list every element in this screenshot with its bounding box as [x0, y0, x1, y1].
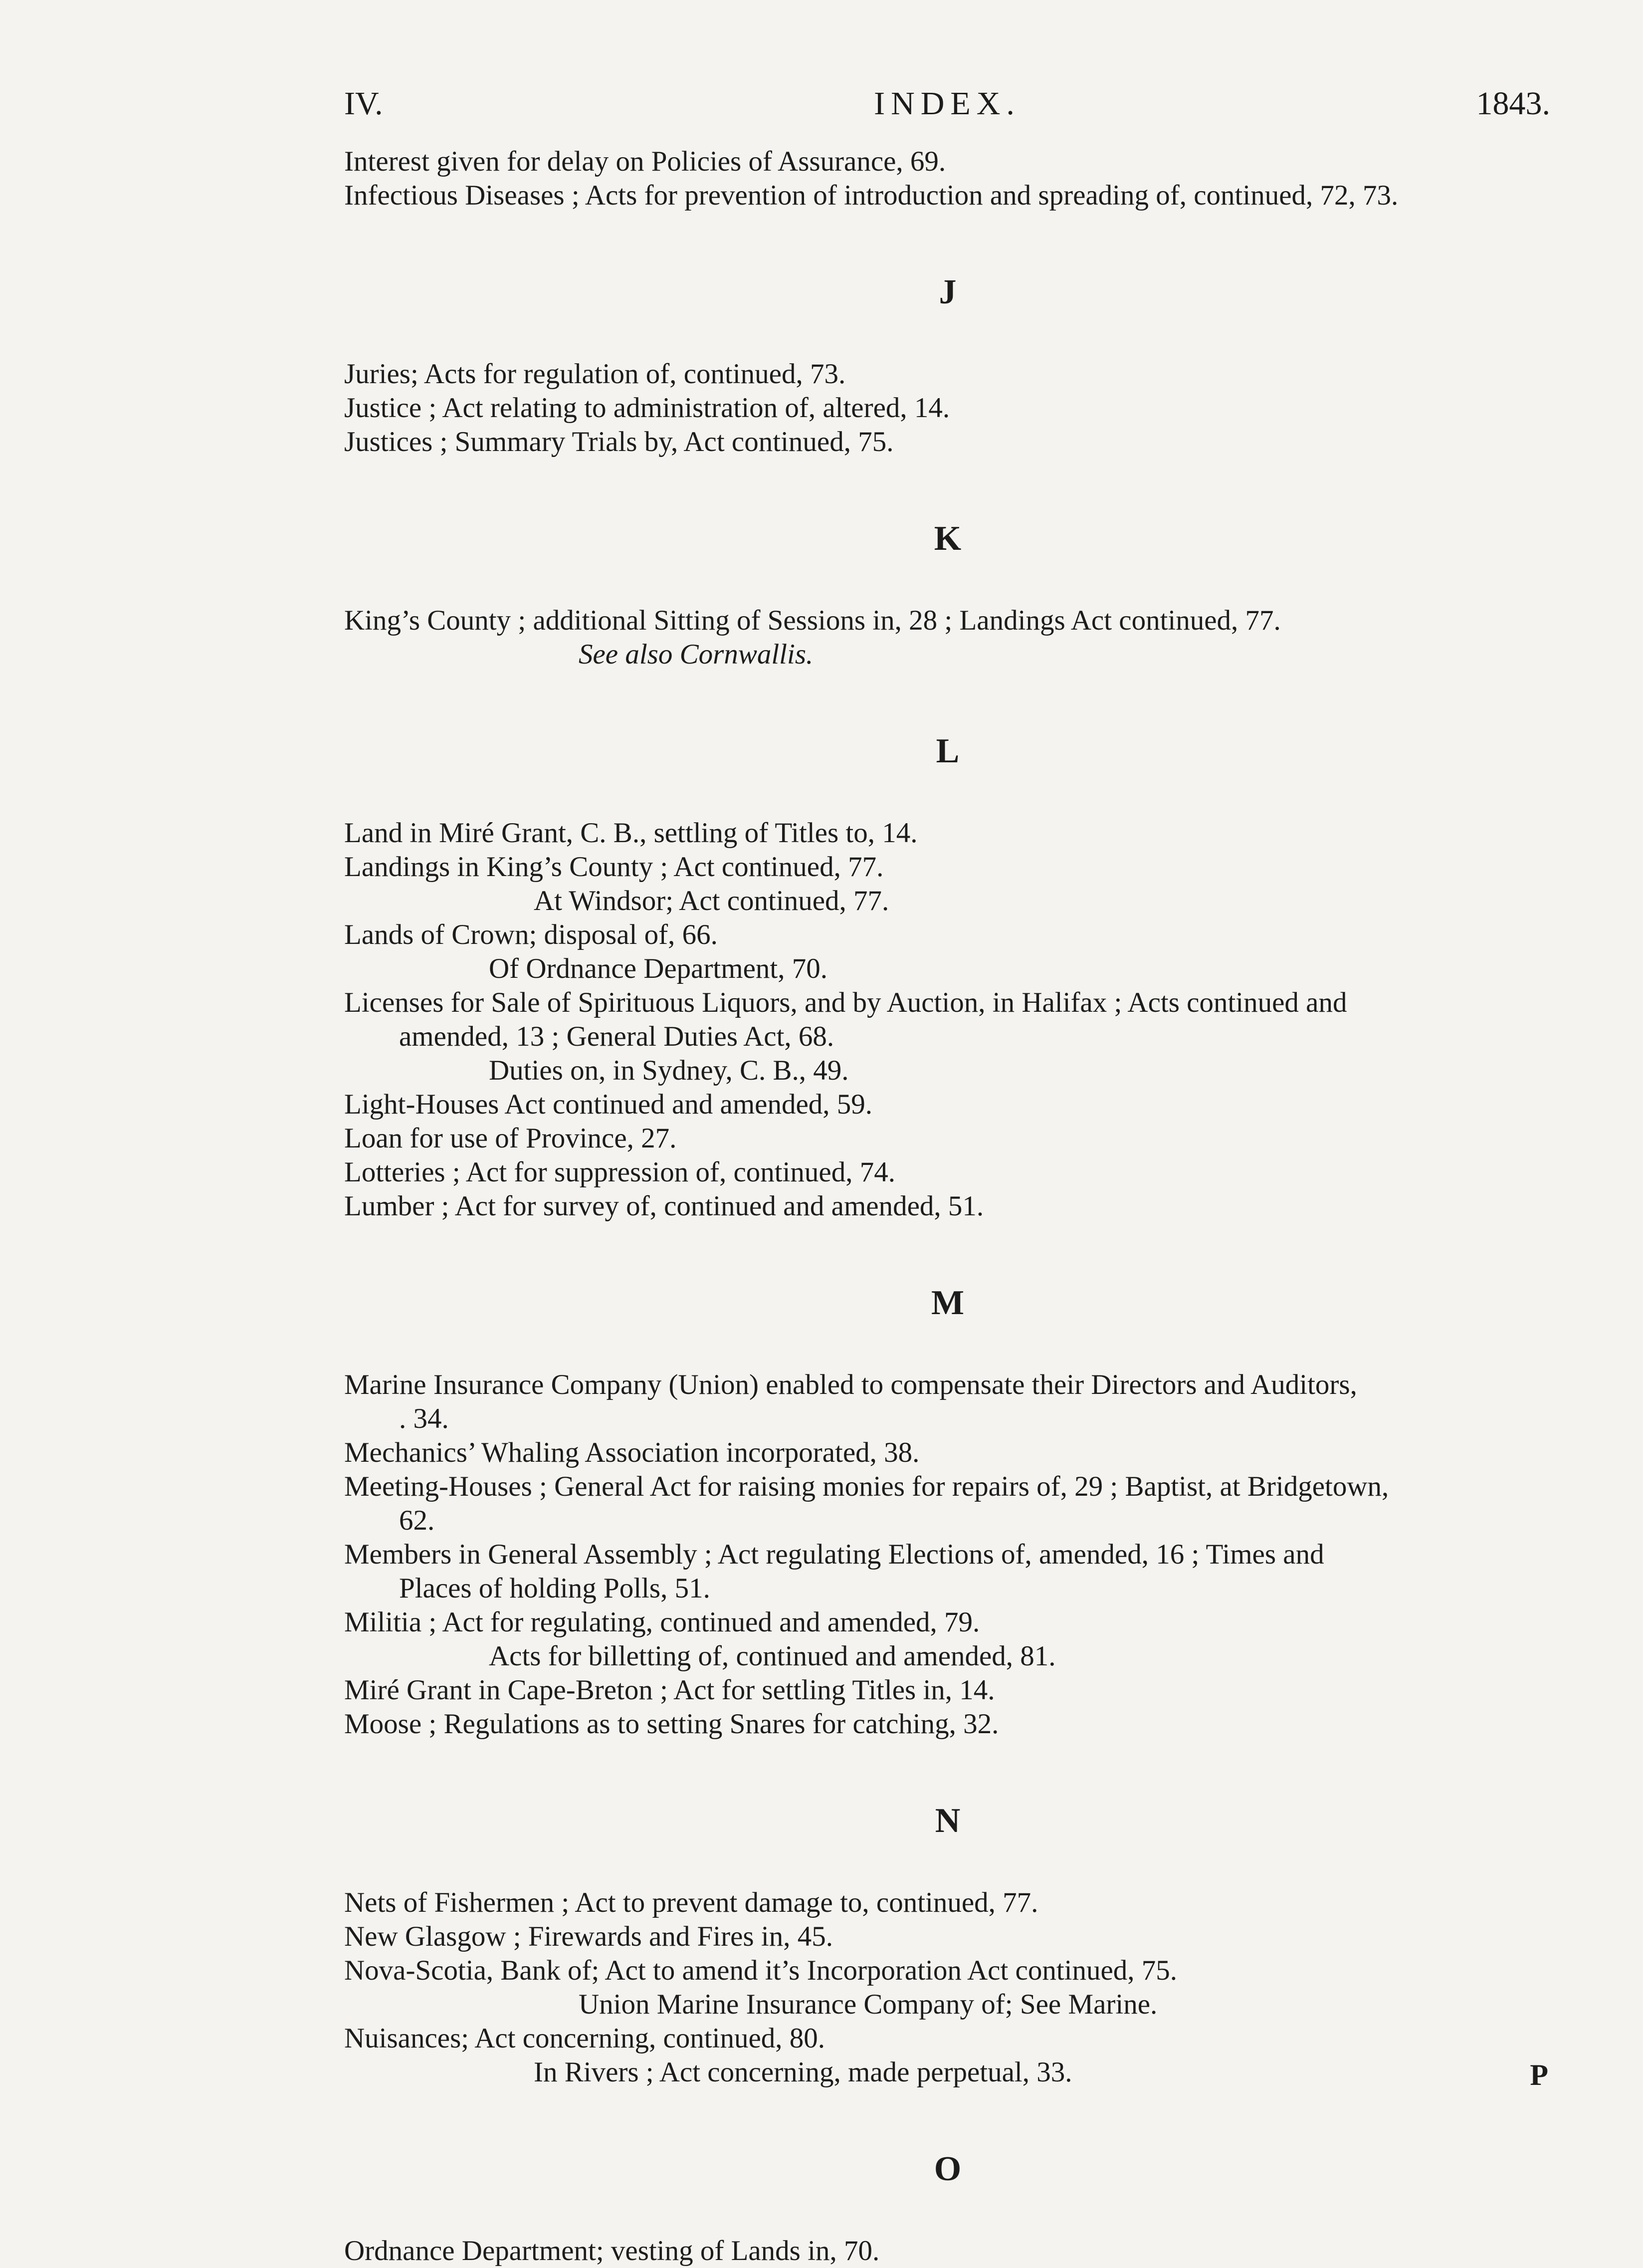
section-letter: N	[935, 1802, 961, 1840]
section-letter: J	[939, 273, 957, 311]
index-content	[344, 145, 1551, 2268]
index-entry: Acts for billetting of, continued and amended, 81.	[489, 1640, 1056, 1672]
index-entry: Places of holding Polls, 51.	[399, 1573, 710, 1604]
index-entry: Nova-Scotia, Bank of; Act to amend it’s Incorporation Act continued, 75.	[344, 1955, 1178, 1986]
index-entry: Lotteries ; Act for suppression of, continued, 74.	[344, 1156, 895, 1188]
index-entry: Lands of Crown; disposal of, 66.	[344, 919, 718, 950]
index-entry: amended, 13 ; General Duties Act, 68.	[399, 1021, 834, 1052]
index-entry: Union Marine Insurance Company of; See Marine.	[579, 1989, 1158, 2020]
catchword: P	[1530, 2058, 1548, 2091]
page-title: INDEX.	[874, 85, 1021, 122]
index-entry: Militia ; Act for regulating, continued and amended, 79.	[344, 1606, 980, 1638]
page-year: 1843.	[1476, 85, 1550, 122]
page-number: IV.	[344, 85, 383, 122]
index-entry: Mechanics’ Whaling Association incorporated, 38.	[344, 1437, 920, 1468]
index-entry: Loan for use of Province, 27.	[344, 1123, 677, 1154]
index-entry: Ordnance Department; vesting of Lands in, 70.	[344, 2235, 880, 2267]
index-entry: Interest given for delay on Policies of Assurance, 69.	[344, 146, 946, 177]
index-entry: See also Cornwallis.	[579, 639, 814, 670]
index-entry: Marine Insurance Company (Union) enabled to compensate their Directors and Auditors,	[344, 1369, 1357, 1400]
section-letter: M	[931, 1284, 965, 1322]
index-entry: Licenses for Sale of Spirituous Liquors, and by Auction, in Halifax ; Acts continued and	[344, 987, 1347, 1018]
index-entry: Meeting-Houses ; General Act for raising monies for repairs of, 29 ; Baptist, at Bridgetown,	[344, 1471, 1389, 1502]
index-entry: New Glasgow ; Firewards and Fires in, 45.	[344, 1921, 833, 1952]
index-entry: Miré Grant in Cape-Breton ; Act for settling Titles in, 14.	[344, 1674, 995, 1706]
index-entry: King’s County ; additional Sitting of Sessions in, 28 ; Landings Act continued, 77.	[344, 605, 1281, 636]
index-entry: Infectious Diseases ; Acts for prevention of introduction and spreading of, continued, 72, 73.	[344, 180, 1399, 211]
index-entry: At Windsor; Act continued, 77.	[534, 885, 889, 916]
index-entry: Justices ; Summary Trials by, Act continued, 75.	[344, 426, 894, 457]
index-entry: 62.	[399, 1505, 435, 1536]
index-entry: Justice ; Act relating to administration of, altered, 14.	[344, 392, 950, 424]
index-entry: Landings in King’s County ; Act continued, 77.	[344, 851, 884, 883]
section-letter: L	[936, 732, 960, 770]
index-entry: Moose ; Regulations as to setting Snares for catching, 32.	[344, 1708, 999, 1740]
index-entry: Land in Miré Grant, C. B., settling of Titles to, 14.	[344, 817, 918, 849]
index-entry: Duties on, in Sydney, C. B., 49.	[489, 1055, 849, 1086]
section-letter: O	[934, 2150, 962, 2188]
index-entry: In Rivers ; Act concerning, made perpetual, 33.	[534, 2056, 1072, 2088]
section-letter: K	[934, 519, 962, 558]
index-entry: Juries; Acts for regulation of, continued, 73.	[344, 358, 846, 390]
index-entry: Lumber ; Act for survey of, continued and amended, 51.	[344, 1190, 984, 1222]
page-header	[344, 85, 1550, 140]
index-entry: . 34.	[399, 1403, 449, 1434]
index-entry: Members in General Assembly ; Act regulating Elections of, amended, 16 ; Times and	[344, 1539, 1324, 1570]
index-entry: Of Ordnance Department, 70.	[489, 953, 827, 984]
index-entry: Nets of Fishermen ; Act to prevent damage to, continued, 77.	[344, 1887, 1038, 1918]
index-entry: Nuisances; Act concerning, continued, 80.	[344, 2023, 825, 2054]
index-entry: Light-Houses Act continued and amended, 59.	[344, 1089, 873, 1120]
